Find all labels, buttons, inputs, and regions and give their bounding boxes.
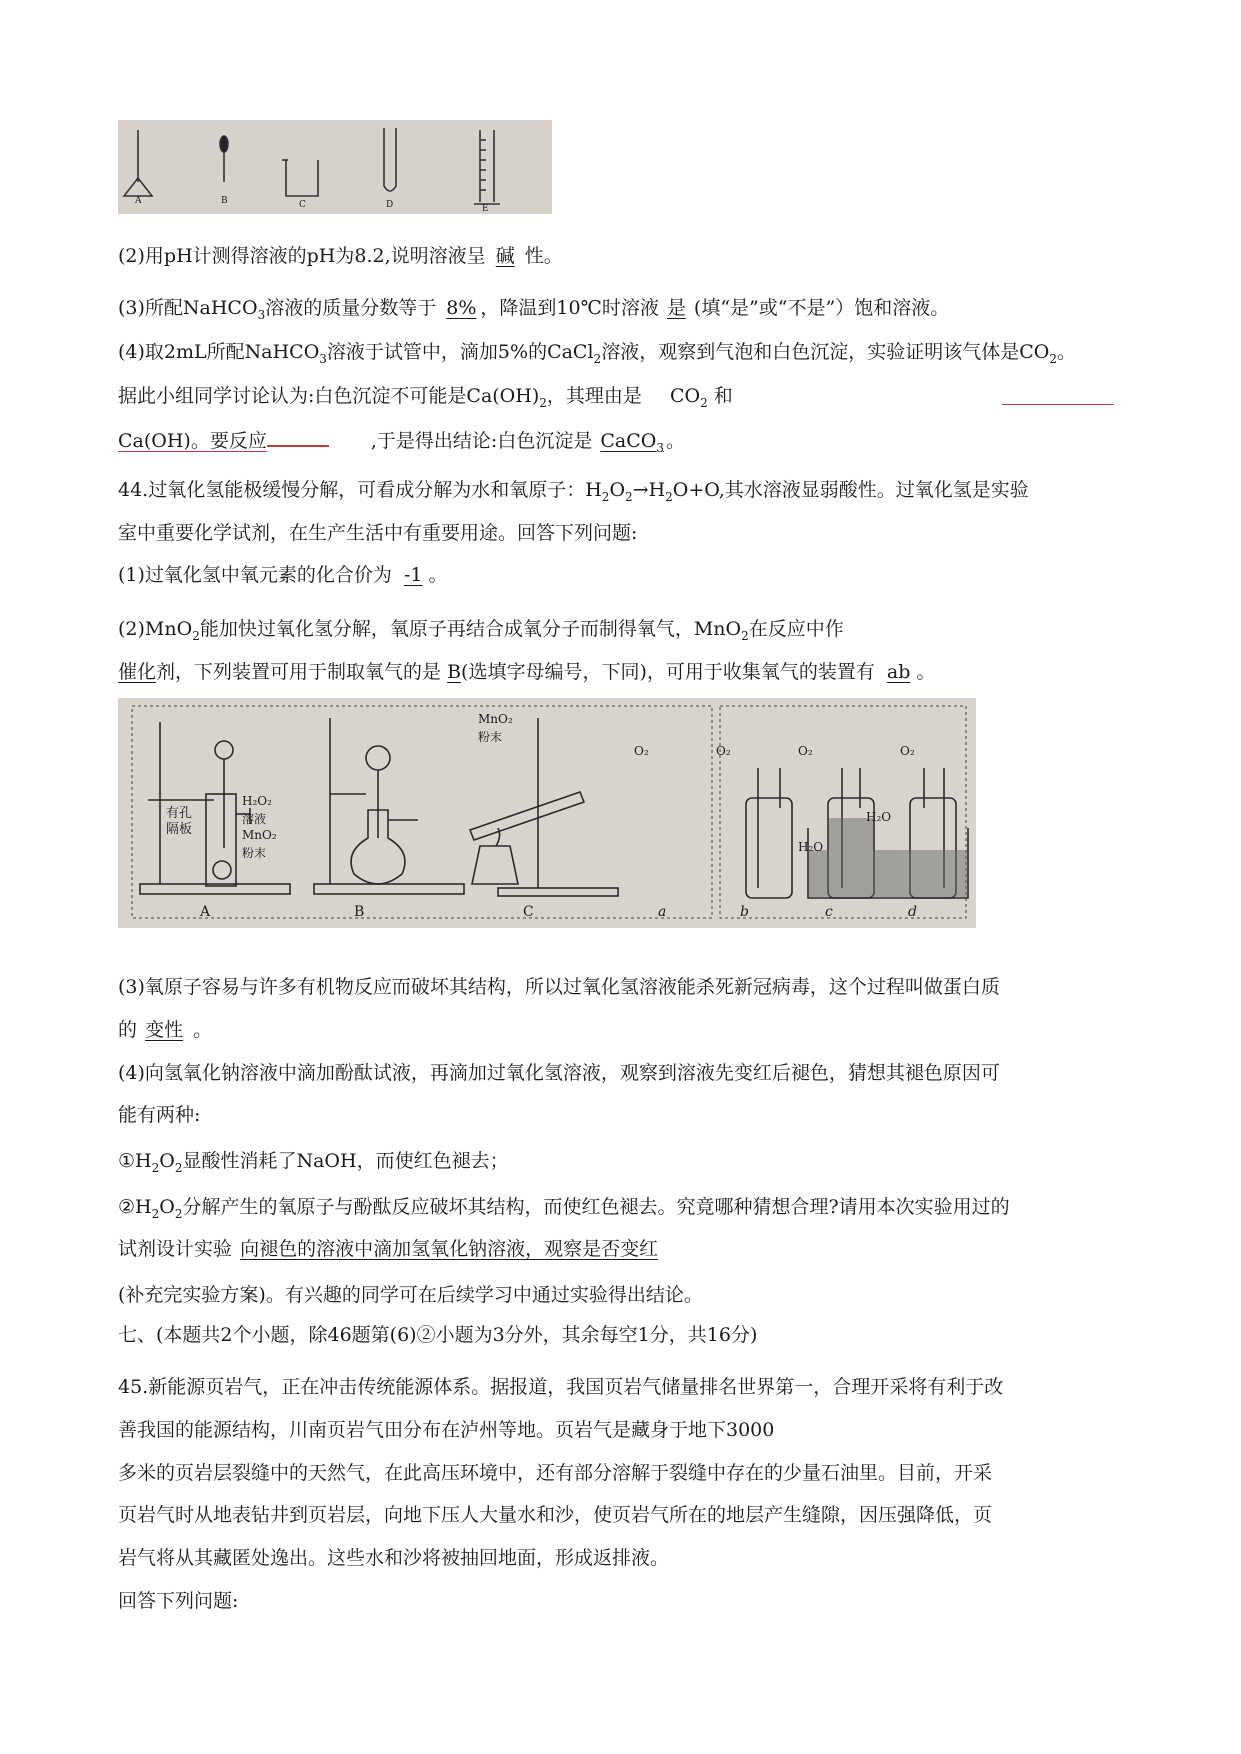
fig2-tag-o2-d: O₂ [900,744,915,758]
q44-part2-line2: 催化剂，下列装置可用于制取氧气的是 B(选填字母编号，下同)，可用于收集氧气的装置有 ab 。 [118,661,936,683]
q45-line3: 多米的页岩层裂缝中的天然气，在此高压环境中，还有部分溶解于裂缝中存在的少量石油里。目前，开采 [118,1462,993,1484]
answer-blank: ab [886,661,911,683]
fig2-tag-perforated-1: 有孔 [166,806,193,821]
answer-blank: Ca(OH)。要反应 [118,430,267,452]
q44-intro-line1: 44.过氧化氢能极缓慢分解，可看成分解为水和氧原子：$H_2O_2\to H_2O+O$,其水溶液显弱酸性。过氧化氢是实验 [118,479,1029,504]
fig2-tag-powder-a: 粉末 [242,846,267,860]
q44-part4-line2: 能有两种: [118,1104,201,1126]
answer-blank: -1 [403,564,423,586]
fig2-tag-o2-a: O₂ [634,744,649,758]
fig2-label-A: A [200,904,211,920]
q45-line6: 回答下列问题: [118,1590,239,1612]
fig2-tag-perforated-2: 隔板 [166,822,193,837]
fig2-tag-mno2-a: MnO₂ [242,828,277,842]
q45-line4: 页岩气时从地表钻井到页岩层，向地下压人大量水和沙，使页岩气所在的地层产生缝隙，因压强降低，页 [118,1504,993,1526]
fig1-label-d: D [386,200,394,210]
q45-line1: 45.新能源页岩气，正在冲击传统能源体系。据报道，我国页岩气储量排名世界第一，合理开采将有利于改 [118,1376,1004,1398]
q44-part4-line5: 试剂设计实验 向褪色的溶液中滴加氢氧化钠溶液，观察是否变红 [118,1238,659,1260]
fig2-tag-o2-b: O₂ [716,744,731,758]
q44-part3-line1: (3)氧原子容易与许多有机物反应而破坏其结构，所以过氧化氢溶液能杀死新冠病毒，这个过程叫做蛋白质 [118,976,1000,998]
fig2-label-d: d [908,904,917,920]
q43-part4-line3: Ca(OH)。要反应 ,于是得出结论:白色沉淀是 CaCO$_3$ 。 [118,425,685,461]
answer-blank: 向褪色的溶液中滴加氢氧化钠溶液，观察是否变红 [240,1238,659,1260]
q44-part3-line2: 的 变性 。 [118,1019,213,1041]
fig2-tag-h2o-b: H₂O [798,840,824,854]
fig2-label-a: a [658,904,667,920]
section-heading: 七、(本题共2个小题，除46题第(6)②小题为3分外，其余每空1分，共16分) [118,1324,758,1346]
fig1-label-b: B [221,196,228,206]
q45-line5: 岩气将从其藏匿处逸出。这些水和沙将被抽回地面，形成返排液。 [118,1547,670,1569]
fig1-label-c: C [299,200,306,210]
answer-blank: 8% [446,297,477,319]
q43-part3: (3)所配NaHCO$_3$溶液的质量分数等于 8% ，降温到10℃时溶液 是 (填“是”或“不是”）饱和溶液。 [118,297,950,322]
q44-intro-line2: 室中重要化学试剂，在生产生活中有重要用途。回答下列问题: [118,522,638,544]
answer-blank: CaCO$_3$ [600,430,665,455]
fig2-label-B: B [354,904,365,920]
fig2-label-c: c [825,904,833,920]
answer-blank: 是 [666,297,686,319]
answer-blank: 变性 [145,1019,184,1041]
q43-part4-line2: 据此小组同学讨论认为:白色沉淀不可能是$Ca(OH)_2$，其理由是 $CO_2$ 和 [118,385,733,410]
q44-guess2: $②H_2O_2$分解产生的氧原子与酚酞反应破坏其结构，而使红色褪去。究竟哪种猜想合理?请用本次实验用过的 [118,1196,1010,1221]
answer-blank: 碱 [495,245,515,267]
fig1-label-e: E [482,204,489,214]
apparatus-photo-1 [118,120,552,214]
q43-part4-line1: (4)取2mL所配NaHCO$_3$溶液于试管中，滴加5%的CaCl$_2$溶液，观察到气泡和白色沉淀，实验证明该气体是$CO_2$。 [118,341,1076,366]
apparatus-drawing-1 [118,120,552,214]
fig2-tag-solution-a: 溶液 [242,812,267,826]
fig2-tag-h2o-d: H₂O [866,810,892,824]
red-answer-line-top [1002,404,1114,405]
fig2-tag-o2-c: O₂ [798,744,813,758]
fig2-label-b: b [740,904,749,920]
fig2-tag-h2o2-a: H₂O₂ [242,794,272,808]
answer-blank: B [447,661,462,683]
fig2-label-C: C [523,904,534,920]
fig2-tag-powder-c: 粉末 [478,730,503,744]
q44-part4-line1: (4)向氢氧化钠溶液中滴加酚酞试液，再滴加过氧化氢溶液，观察到溶液先变红后褪色，猜想其褪色原因可 [118,1062,1000,1084]
q44-part4-line6: (补充完实验方案)。有兴趣的同学可在后续学习中通过实验得出结论。 [118,1284,703,1306]
q44-part1: (1)过氧化氢中氧元素的化合价为 -1 。 [118,564,448,586]
answer-blank: 催化 [118,661,157,683]
q45-line2: 善我国的能源结构，川南页岩气田分布在泸州等地。页岩气是藏身于地下3000 [118,1419,775,1441]
fig1-label-a: A [135,196,142,206]
q44-guess1: $①H_2O_2$显酸性消耗了NaOH，而使红色褪去； [118,1150,509,1175]
apparatus-photo-2 [118,698,976,928]
fig2-tag-mno2-c: MnO₂ [478,712,513,726]
q43-part2: (2)用pH计测得溶液的pH为8.2,说明溶液呈 碱 性。 [118,245,563,267]
q44-part2-line1: (2)MnO$_2$能加快过氧化氢分解，氧原子再结合成氧分子而制得氧气，MnO$_2$在反应中作 [118,618,844,643]
